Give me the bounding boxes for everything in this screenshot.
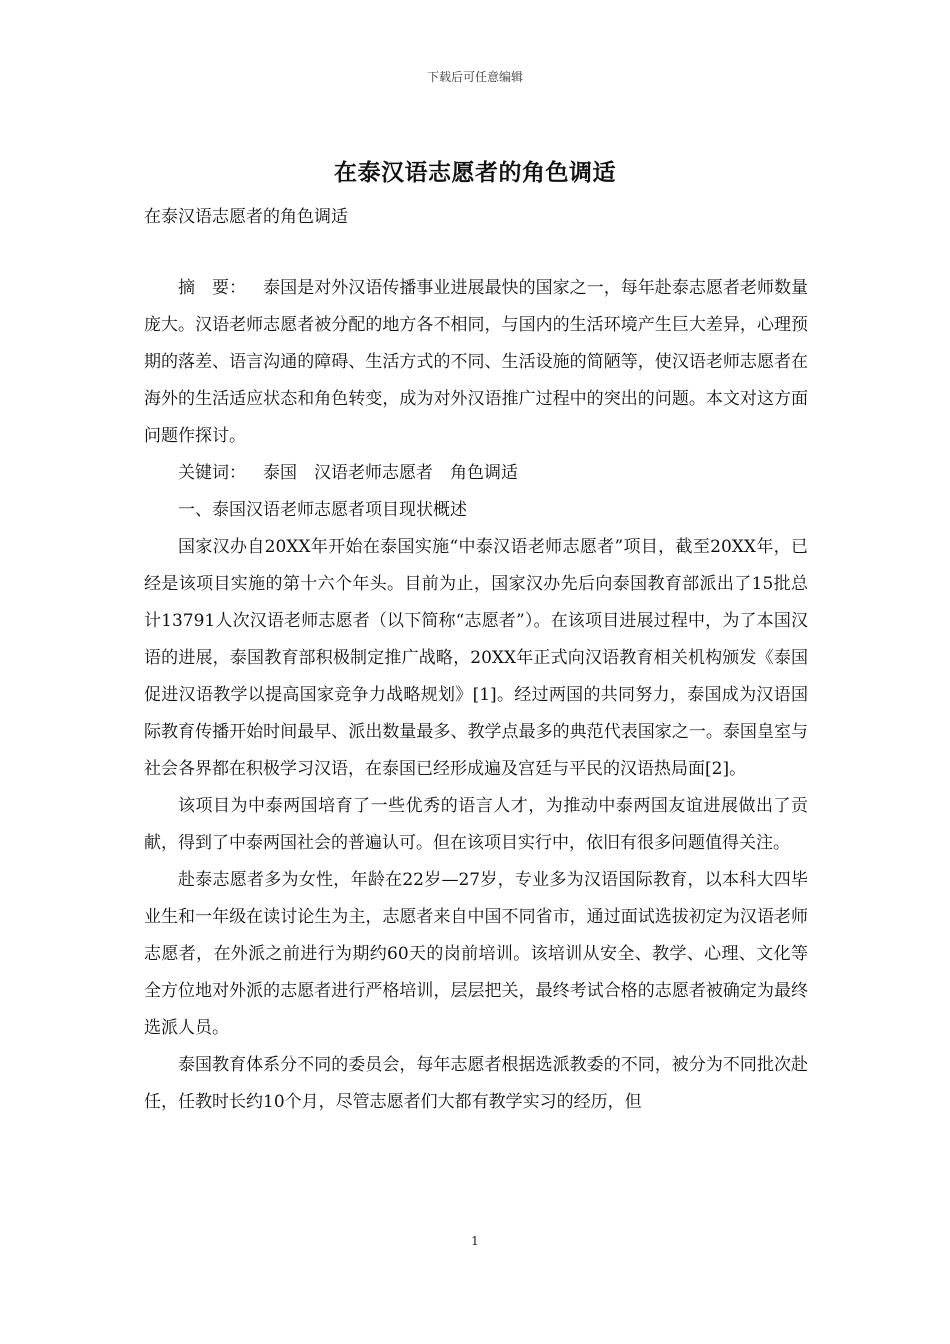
- body-paragraph: 该项目为中泰两国培育了一些优秀的语言人才，为推动中泰两国友谊进展做出了贡献，得到了中泰两国社会的普遍认可。但在该项目实行中，依旧有很多问题值得关注。: [144, 796, 808, 853]
- document-body: [144, 270, 808, 1121]
- page-header: 下载后可任意编辑: [426, 70, 523, 84]
- document-subtitle: 在泰汉语志愿者的角色调适: [144, 207, 348, 227]
- body-paragraph: 国家汉办自20XX年开始在泰国实施“中泰汉语老师志愿者”项目，截至20XX年，已经是该项目实施的第十六个年头。目前为止，国家汉办先后向泰国教育部派出了15批总计13791人次汉语老师志愿者（以下简称“志愿者”）。在该项目进展过程中，为了本国汉语的进展，泰国教育部积极制定推广战略，20XX年正式向汉语教育相关机构颁发《泰国促进汉语教学以提高国家竞争力战略规划》[1]。经过两国的共同努力，泰国成为汉语国际教育传播开始时间最早、派出数量最多、教学点最多的典范代表国家之一。泰国皇室与社会各界都在积极学习汉语，在泰国已经形成遍及宫廷与平民的汉语热局面[2]。: [144, 537, 808, 779]
- abstract-paragraph: [144, 270, 808, 455]
- keywords-label: 关键词：: [178, 463, 246, 483]
- body-paragraph: 赴泰志愿者多为女性，年龄在22岁—27岁，专业多为汉语国际教育，以本科大四毕业生和一年级在读讨论生为主，志愿者来自中国不同省市，通过面试选拔初定为汉语老师志愿者，在外派之前进行为期约60天的岗前培训。该培训从安全、教学、心理、文化等全方位地对外派的志愿者进行严格培训，层层把关，最终考试合格的志愿者被确定为最终选派人员。: [144, 870, 808, 1038]
- abstract-text: 泰国是对外汉语传播事业进展最快的国家之一，每年赴泰志愿者老师数量庞大。汉语老师志愿者被分配的地方各不相同，与国内的生活环境产生巨大差异，心理预期的落差、语言沟通的障碍、生活方式的不同、生活设施的简陋等，使汉语老师志愿者在海外的生活适应状态和角色转变，成为对外汉语推广过程中的突出的问题。本文对这方面问题作探讨。: [144, 278, 809, 446]
- body-paragraph: 泰国教育体系分不同的委员会，每年志愿者根据选派教委的不同，被分为不同批次赴任，任教时长约10个月，尽管志愿者们大都有教学实习的经历，但: [144, 1055, 808, 1112]
- document-title: 在泰汉语志愿者的角色调适: [334, 159, 616, 186]
- keywords-paragraph: [144, 455, 808, 492]
- section-heading: 一、泰国汉语老师志愿者项目现状概述: [178, 500, 467, 520]
- abstract-label: 摘 要：: [178, 278, 247, 298]
- keywords-text: 泰国 汉语老师志愿者 角色调适: [263, 463, 518, 483]
- page-number: 1: [471, 1234, 479, 1248]
